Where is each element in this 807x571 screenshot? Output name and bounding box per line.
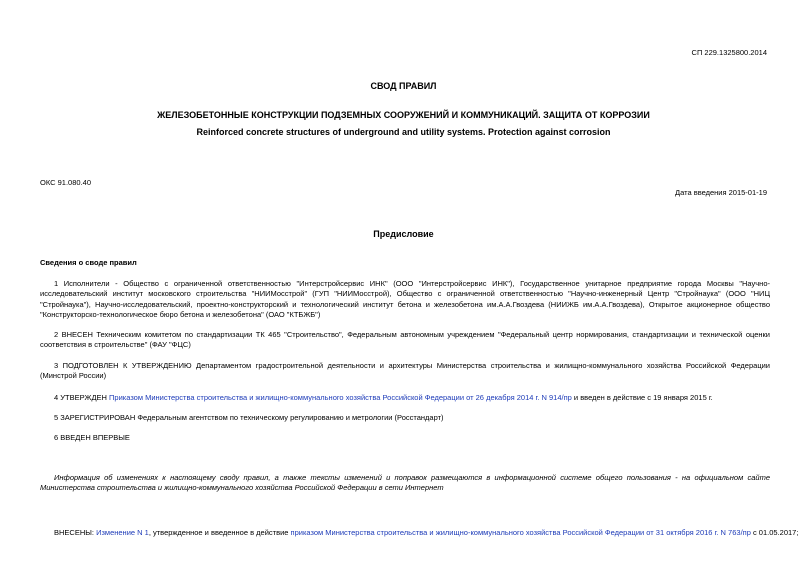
doc-title-en: Reinforced concrete structures of underground and utility systems. Protection against corrosion (196, 127, 611, 137)
oks-code: ОКС 91.080.40 (40, 178, 91, 187)
doc-title-ru: ЖЕЛЕЗОБЕТОННЫЕ КОНСТРУКЦИИ ПОДЗЕМНЫХ СООРУЖЕНИЙ И КОММУНИКАЦИЙ. ЗАЩИТА ОТ КОРРОЗИИ (157, 110, 650, 120)
preface-item-4 (40, 393, 770, 403)
preface-item-1: 1 Исполнители - Общество с ограниченной ответственностью "Интерстройсервис ИНК" (ООО "Интерстройсервис ИНК"), Государственное унитарное предприятие города Москвы "Научно-исследовательский институт московского строительства "НИИМосстрой" (ГУП "НИИМосстрой), Общество с ограниченной ответственностью "Научно-инженерный Центр "Стройнаука" (ООО "НИЦ "Стройнаука"), Научно-исследовательский, проектно-конструкторский и технологический институт бетона и железобетона им.А.А.Гвоздева (НИИЖБ им.А.А.Гвоздева), Открытое акционерное общество "Конструкторско-технологическое бюро бетона и железобетона" (ОАО "КТБЖБ") (40, 279, 770, 319)
approval-order-link[interactable]: Приказом Министерства строительства и жилищно-коммунального хозяйства Российской Федерации от 26 декабря 2014 г. N 914/пр (109, 393, 572, 402)
preface-item-5: 5 ЗАРЕГИСТРИРОВАН Федеральным агентством по техническому регулированию и метрологии (Росстандарт) (54, 413, 444, 422)
preface-item-2: 2 ВНЕСЕН Техническим комитетом по стандартизации ТК 465 "Строительство", Федеральным автономным учреждением "Федеральный центр нормирования, стандартизации и технической оценки соответствия в строительстве" (ФАУ "ФЦС) (40, 330, 770, 350)
amendments-suffix: с 01.05.2017; (750, 528, 799, 537)
preface-heading: Предисловие (373, 229, 434, 239)
item-4-suffix: и введен в действие с 19 января 2015 г. (571, 393, 713, 402)
amendment-order-link[interactable]: приказом Министерства строительства и жилищно-коммунального хозяйства Российской Федерации от 31 октября 2016 г. N 763/пр (290, 528, 751, 537)
doc-type-title: СВОД ПРАВИЛ (370, 81, 437, 91)
amendments-prefix: ВНЕСЕНЫ: (54, 528, 97, 537)
amendments-mid: , утвержденное и введенное в действие (148, 528, 291, 537)
intro-date: Дата введения 2015-01-19 (675, 188, 767, 197)
preface-item-6: 6 ВВЕДЕН ВПЕРВЫЕ (54, 433, 130, 442)
amendment-1-link[interactable]: Изменение N 1 (96, 528, 149, 537)
amendments-line (40, 528, 799, 538)
preface-subheading: Сведения о своде правил (40, 258, 137, 267)
item-4-prefix: 4 УТВЕРЖДЕН (54, 393, 110, 402)
changes-info-note: Информация об изменениях к настоящему своду правил, а также тексты изменений и поправок размещаются в информационной системе общего пользования - на официальном сайте Министерства строительства и жилищно-коммунального хозяйства Российской Федерации в сети Интернет (40, 473, 770, 493)
preface-item-3: 3 ПОДГОТОВЛЕН К УТВЕРЖДЕНИЮ Департаментом градостроительной деятельности и архитектуры Министерства строительства и жилищно-коммунального хозяйства Российской Федерации (Минстрой России) (40, 361, 770, 381)
document-code: СП 229.1325800.2014 (691, 48, 767, 57)
